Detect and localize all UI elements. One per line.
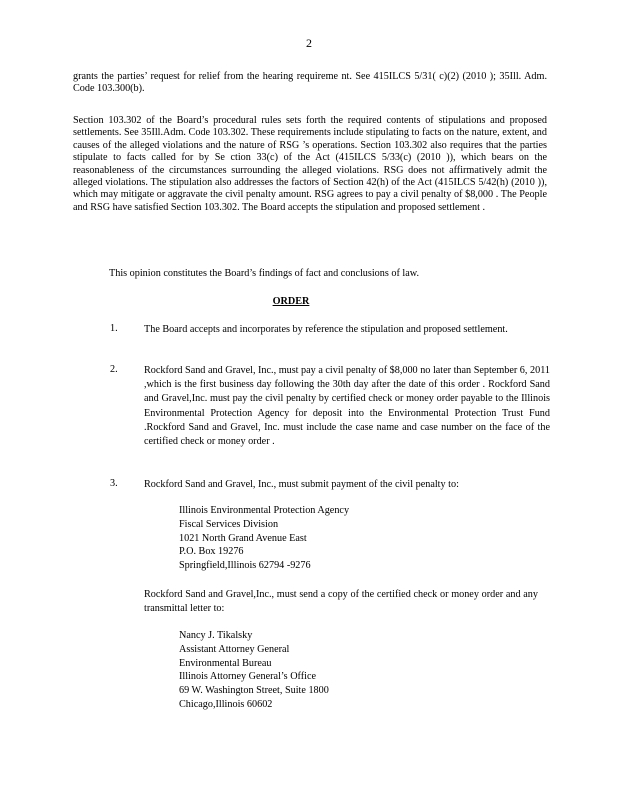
address-line: 69 W. Washington Street, Suite 1800 bbox=[179, 685, 329, 697]
attorney-general-address-block bbox=[179, 629, 329, 712]
address-line: Assistant Attorney General bbox=[179, 643, 290, 655]
address-line: Chicago,Illinois 60602 bbox=[179, 698, 273, 710]
address-line: 1021 North Grand Avenue East bbox=[179, 532, 307, 544]
order-item-number: 1. bbox=[110, 323, 118, 334]
order-heading: ORDER bbox=[272, 296, 310, 307]
paragraph-hearing-relief: grants the parties’ request for relief from the hearing requireme nt. See 415ILCS 5/31( c)(2) (2010 ); 35Ill. Adm. Code 103.300(b). bbox=[73, 71, 547, 95]
paragraph-section-103-302: Section 103.302 of the Board’s procedural rules sets forth the required contents of stipulations and proposed settlements. See 35Ill.Adm. Code 103.302. These requirements include stipulating to facts on the nature, extent, and causes of the alleged violations and the nature of RSG ’s operations. Section 103.302 also requires that the parties stipulate to facts called for by Se ction 33(c) of the Act (415ILCS 5/33(c) (2010 )), which bears on the reasonableness of the circumstances surrounding the alleged violations. RSG does not affirmatively admit the alleged violations. The stipulation also addresses the factors of Section 42(h) of the Act (415ILCS 5/42(h) (2010 )), which may mitigate or aggravate the civil penalty amount. RSG agrees to pay a civil penalty of $8,000 . The People and RSG have satisfied Section 103.302. The Board accepts the stipulation and proposed settlement . bbox=[73, 115, 547, 213]
paragraph-findings: This opinion constitutes the Board’s findings of fact and conclusions of law. bbox=[109, 268, 420, 279]
address-line: Illinois Environmental Protection Agency bbox=[179, 505, 350, 516]
order-item-text: Rockford Sand and Gravel, Inc., must pay a civil penalty of $8,000 no later than September 6, 2011 ,which is the first business day following the 30th day after the date of this order . Rockford Sand and Gravel,Inc. must pay the civil penalty by certified check or money order payable to the Illinois Environmental Protection Agency for deposit into the Environmental Protection Trust Fund .Rockford Sand and Gravel, Inc. must include the case name and case number on the face of the certified check or money order . bbox=[144, 365, 550, 448]
order-item-1 bbox=[110, 323, 550, 337]
address-line: P.O. Box 19276 bbox=[179, 546, 244, 558]
paragraph-copy-instructions: Rockford Sand and Gravel,Inc., must send a copy of the certified check or money order and any transmittal letter to: bbox=[144, 589, 538, 615]
address-line: Fiscal Services Division bbox=[179, 518, 279, 530]
address-line: Nancy J. Tikalsky bbox=[179, 630, 253, 641]
order-item-number: 3. bbox=[110, 478, 118, 489]
address-line: Illinois Attorney General’s Office bbox=[179, 671, 317, 683]
order-item-text: Rockford Sand and Gravel, Inc., must submit payment of the civil penalty to: bbox=[144, 479, 459, 490]
order-item-number: 2. bbox=[110, 364, 118, 375]
order-item-2 bbox=[110, 364, 550, 449]
order-item-3 bbox=[110, 478, 550, 492]
epa-address-block bbox=[179, 504, 349, 573]
address-line: Environmental Bureau bbox=[179, 657, 272, 669]
address-line: Springfield,Illinois 62794 -9276 bbox=[179, 560, 311, 572]
order-item-text: The Board accepts and incorporates by reference the stipulation and proposed settlement. bbox=[144, 324, 508, 335]
page-number: 2 bbox=[306, 36, 312, 50]
